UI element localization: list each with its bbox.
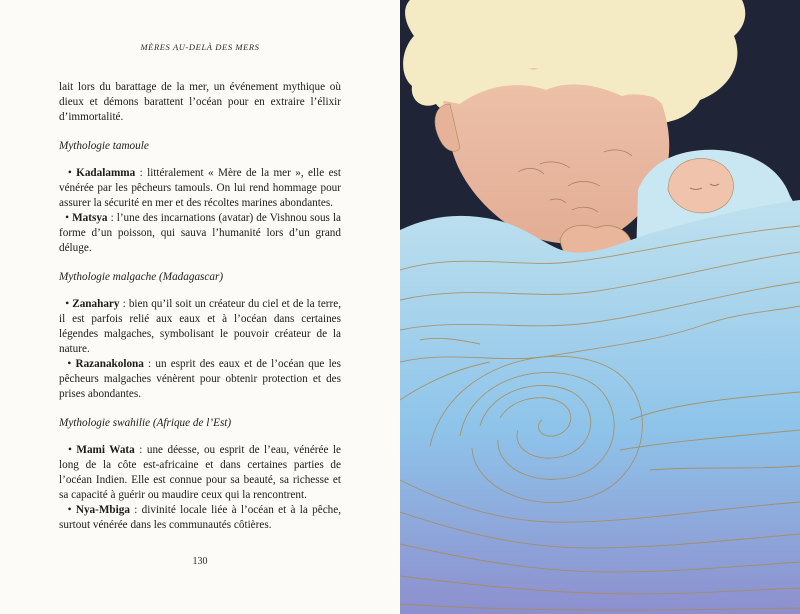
section-heading-tamoule: Mythologie tamoule	[59, 140, 149, 152]
bullet: •	[65, 298, 70, 310]
entry-text: : un esprit des eaux et de l’océan que les pêcheurs malgaches vénèrent pour obtenir protection et des prises abondantes.	[59, 358, 342, 400]
entry-mami-wata	[59, 443, 341, 503]
illustration-page	[400, 0, 800, 614]
running-head: MÈRES AU-DELÀ DES MERS	[140, 42, 260, 52]
section-heading-malgache: Mythologie malgache (Madagascar)	[59, 271, 224, 283]
entry-term: Matsya	[72, 212, 108, 224]
bullet: •	[67, 504, 72, 516]
entry-nya-mbiga	[59, 503, 341, 533]
intro-paragraph: lait lors du barattage de la mer, un événement mythique où dieux et démons barattent l’océan pour en extraire l’élixir d’immortalité.	[59, 81, 341, 123]
baby-head	[668, 158, 734, 212]
section-heading-swahilie: Mythologie swahilie (Afrique de l’Est)	[59, 417, 232, 429]
bullet: •	[67, 444, 72, 456]
bullet: •	[65, 212, 70, 224]
page-number: 130	[192, 556, 208, 567]
entry-text: : l’une des incarnations (avatar) de Vishnou sous la forme d’un poisson, qui sauva l’humanité lors d’un grand déluge.	[59, 212, 342, 254]
entry-term: Mami Wata	[76, 444, 135, 456]
entry-term: Kadalamma	[76, 167, 136, 179]
bullet: •	[67, 358, 72, 370]
entry-text: : une déesse, ou esprit de l’eau, vénérée le long de la côte est-africaine et dans certaines parties de l’océan Indien. Elle est connue pour sa beauté, sa richesse et sa capacité à guérir ou maudire ceux qui la rencontrent.	[59, 444, 342, 501]
entry-text: : divinité locale liée à l’océan et à la pêche, surtout vénérée dans les communautés côtières.	[59, 504, 342, 531]
entry-text: : littéralement « Mère de la mer », elle est vénérée par les pêcheurs tamouls. On lui rend hommage pour assurer la sécurité en mer et des récoltes marines abondantes.	[59, 167, 342, 209]
entry-razanakolona	[59, 357, 341, 402]
entry-term: Zanahary	[72, 298, 120, 310]
entry-text: : bien qu’il soit un créateur du ciel et de la terre, il est parfois relié aux eaux et à l’océan dans certaines légendes malgaches, symbolisant le pouvoir créateur de la nature.	[59, 298, 341, 355]
body-text	[59, 80, 341, 533]
entry-term: Razanakolona	[75, 358, 144, 370]
illustration-grandmother-baby-ocean	[400, 0, 800, 614]
entry-term: Nya-Mbiga	[75, 504, 130, 516]
entry-zanahary	[59, 297, 341, 357]
bullet: •	[67, 167, 72, 179]
entry-kadalamma	[59, 166, 341, 211]
entry-matsya	[59, 211, 341, 256]
ocean-blanket	[400, 200, 800, 614]
